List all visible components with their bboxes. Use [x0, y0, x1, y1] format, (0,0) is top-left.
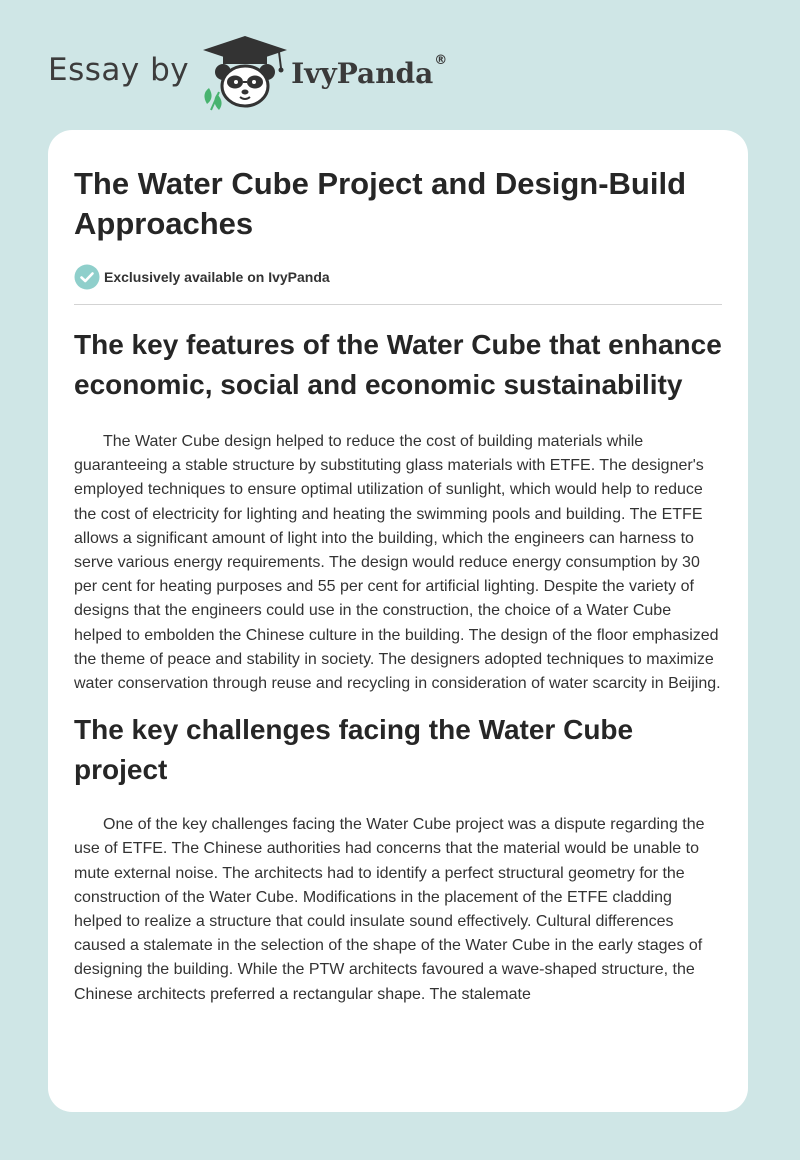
section-paragraph-key-features: The Water Cube design helped to reduce the cost of building materials while guaranteeing a stable structure by substituting glass materials with ETFE. The designer's employed techniques to ensure optimal utilization of sunlight, which would help to reduce the cost of electricity for lighting and heating the swimming pools and building. The ETFE allows a significant amount of light into the building, which the engineers can harness to serve various energy requirements. The design would reduce energy consumption by 30 per cent for heating purposes and 55 per cent for artificial lighting. Despite the variety of designs that the engineers could use in the construction, the choice of a Water Cube helped to embolden the Chinese culture in the building. The design of the floor emphasized the theme of peace and stability in society. The designers adopted techniques to maximize water conservation through reuse and recycling in consideration of water scarcity in Beijing.	[74, 433, 721, 693]
divider	[74, 304, 722, 305]
section-heading-key-features: The key features of the Water Cube that enhance economic, social and economic sustainability	[74, 329, 722, 400]
panda-graduation-cap-icon	[199, 32, 291, 112]
registered-mark: ®	[434, 52, 448, 68]
brand-name-text: IvyPanda	[291, 56, 434, 90]
section-paragraph-key-challenges: One of the key challenges facing the Water Cube project was a dispute regarding the use of ETFE. The Chinese authorities had concerns that the material would be unable to mute external noise. The architects had to identify a perfect structural geometry for the construction of the Water Cube. Modifications in the placement of the ETFE cladding helped to realize a structure that could insulate sound effectively. Cultural differences caused a stalemate in the selection of the shape of the Water Cube in the early stages of designing the building. While the PTW architects favoured a wave-shaped structure, the Chinese architects preferred a rectangular shape. The stalemate	[74, 816, 705, 1003]
document-card	[48, 130, 748, 1112]
document-title: The Water Cube Project and Design-Build Approaches	[74, 166, 687, 241]
exclusive-badge	[74, 264, 722, 290]
brand-name	[291, 52, 448, 90]
section-heading-key-challenges: The key challenges facing the Water Cube project	[74, 714, 634, 786]
brand-header[interactable]	[48, 32, 447, 112]
exclusive-badge-text: Exclusively available on IvyPanda	[104, 269, 330, 285]
check-circle-icon	[74, 264, 100, 290]
brand-prefix: Essay by	[48, 52, 190, 88]
